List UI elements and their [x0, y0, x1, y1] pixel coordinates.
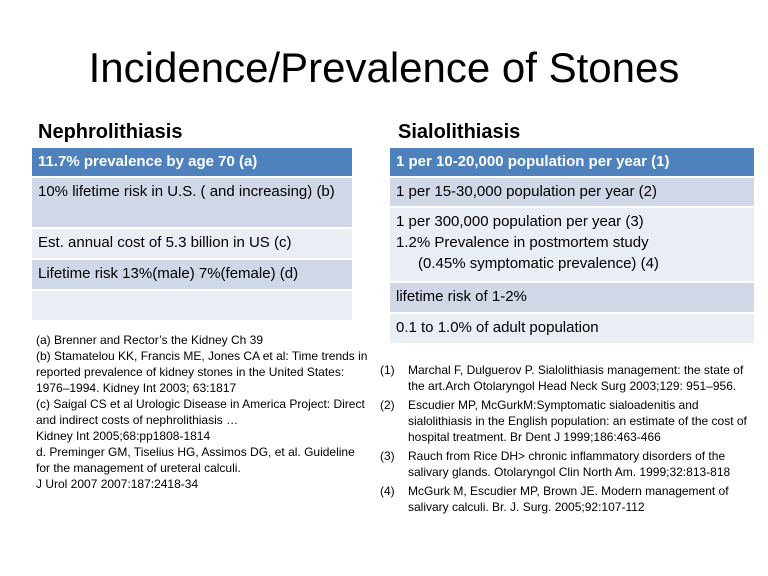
reference-item: J Urol 2007 2007:187:2418-34	[36, 477, 199, 491]
reference-number: (4)	[380, 484, 395, 498]
reference-item: (a) Brenner and Rector’s the Kidney Ch 39	[36, 333, 264, 347]
table-row	[390, 208, 754, 283]
table-row: Est. annual cost of 5.3 billion in US (c)	[32, 229, 352, 260]
table-row: 1 per 10-20,000 population per year (1)	[390, 148, 754, 178]
reference-number: (1)	[380, 363, 395, 377]
sialolithiasis-heading: Sialolithiasis	[398, 121, 521, 143]
sialolithiasis-references	[380, 362, 758, 518]
reference-text: Rauch from Rice DH> chronic inflammatory disorders of the salivary glands. Otolaryngol Clin North Am. 1999;32:813-818	[408, 449, 731, 479]
table-row: lifetime risk of 1-2%	[390, 283, 754, 314]
row-line: 1 per 300,000 population per year (3)	[396, 213, 644, 230]
reference-text: Marchal F, Dulguerov P. Sialolithiasis management: the state of the art.Arch Otolaryngol Head Neck Surg 2003;129: 951–956.	[408, 363, 744, 393]
reference-item	[380, 448, 758, 480]
reference-item	[380, 483, 758, 515]
nephrolithiasis-table	[32, 148, 352, 322]
nephrolithiasis-references	[36, 332, 368, 492]
table-row: 1 per 15-30,000 population per year (2)	[390, 178, 754, 208]
reference-item: (c) Saigal CS et al Urologic Disease in America Project: Direct and indirect costs of nephrolithiasis …	[36, 397, 365, 427]
slide-title: Incidence/Prevalence of Stones	[88, 44, 680, 91]
reference-text: McGurk M, Escudier MP, Brown JE. Modern management of salivary calculi. Br. J. Surg. 2005;92:107-112	[408, 484, 729, 514]
table-row: 0.1 to 1.0% of adult population	[390, 314, 754, 345]
reference-item	[380, 397, 758, 445]
reference-item: Kidney Int 2005;68:pp1808-1814	[36, 429, 211, 443]
row-line: (0.45% symptomatic prevalence) (4)	[418, 255, 659, 272]
table-row	[32, 291, 352, 322]
table-row: 11.7% prevalence by age 70 (a)	[32, 148, 352, 178]
reference-item	[380, 362, 758, 394]
reference-number: (2)	[380, 398, 395, 412]
table-row: Lifetime risk 13%(male) 7%(female) (d)	[32, 260, 352, 291]
table-row: 10% lifetime risk in U.S. ( and increasing) (b)	[32, 178, 352, 229]
nephrolithiasis-heading: Nephrolithiasis	[38, 121, 183, 143]
reference-item: d. Preminger GM, Tiselius HG, Assimos DG, et al. Guideline for the management of ureteral calculi.	[36, 445, 355, 475]
reference-number: (3)	[380, 449, 395, 463]
sialolithiasis-table	[390, 148, 754, 345]
reference-text: Escudier MP, McGurkM:Symptomatic sialoadenitis and sialolithiasis in the English population: an estimate of the cost of hospital treatment. Br Dent J 1999;186:463-466	[408, 398, 747, 444]
row-line: 1.2% Prevalence in postmortem study	[396, 234, 649, 251]
reference-item: (b) Stamatelou KK, Francis ME, Jones CA et al: Time trends in reported prevalence of kidney stones in the United States: 1976–1994. Kidney Int 2003; 63:1817	[36, 349, 368, 395]
